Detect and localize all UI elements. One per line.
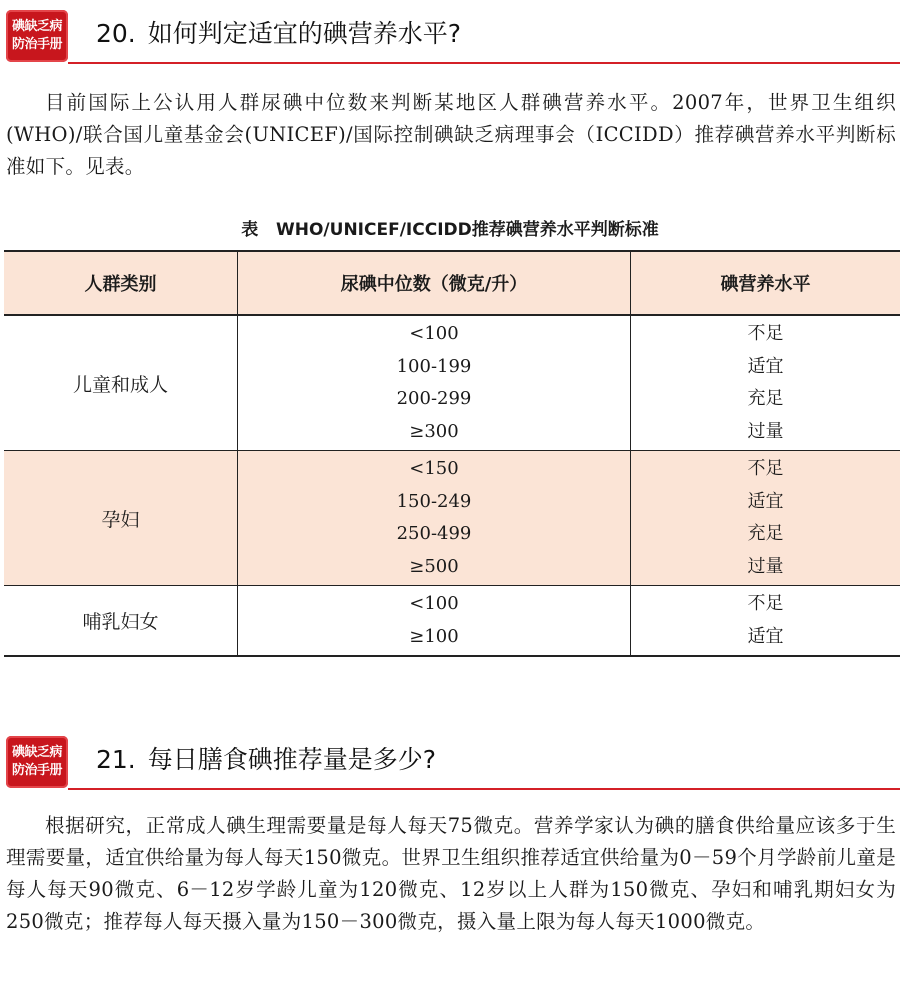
- header-urine-iodine: 尿碘中位数（微克/升）: [238, 251, 631, 315]
- value-item: 150-249: [396, 490, 472, 512]
- stamp-text-line-1: 碘缺乏病: [11, 745, 62, 760]
- level-item: 适宜: [747, 490, 784, 512]
- value-item: 100-199: [396, 355, 472, 377]
- value-item: 250-499: [396, 523, 472, 544]
- levels-cell: [631, 315, 900, 451]
- level-item: 过量: [747, 420, 784, 442]
- stamp-text-line-2: 防治手册: [11, 763, 62, 778]
- group-cell: 哺乳妇女: [4, 586, 238, 657]
- title-underline: [68, 62, 900, 64]
- value-item: ≥500: [409, 555, 459, 577]
- value-item: <150: [409, 458, 459, 479]
- value-item: ≥100: [409, 625, 459, 647]
- question-title: [96, 16, 461, 52]
- title-underline: [68, 788, 900, 790]
- value-item: <100: [409, 323, 459, 344]
- header-group: 人群类别: [4, 251, 238, 315]
- iodine-standard-table: [4, 250, 900, 657]
- section-20-paragraph: 目前国际上公认用人群尿碘中位数来判断某地区人群碘营养水平。2007年，世界卫生组织(WHO)/联合国儿童基金会(UNICEF)/国际控制碘缺乏病理事会（ICCIDD）推荐碘营养水平判断标准如下。见表。: [6, 91, 896, 178]
- level-item: 适宜: [747, 355, 784, 377]
- values-cell: [238, 451, 631, 586]
- group-cell: 孕妇: [4, 451, 238, 586]
- levels-cell: [631, 451, 900, 586]
- section-21-paragraph: 根据研究，正常成人碘生理需要量是每人每天75微克。营养学家认为碘的膳食供给量应该多于生理需要量，适宜供给量为每人每天150微克。世界卫生组织推荐适宜供给量为0－59个月学龄前儿童是每人每天90微克、6－12岁学龄儿童为120微克、12岁以上人群为150微克、孕妇和哺乳期妇女为250微克；推荐每人每天摄入量为150－300微克，摄入量上限为每人每天1000微克。: [6, 814, 896, 933]
- stamp-text-line-2: 防治手册: [11, 37, 62, 52]
- level-item: 不足: [747, 458, 784, 479]
- value-item: 200-299: [396, 388, 472, 409]
- section-21-header: [0, 726, 900, 792]
- level-item: 充足: [747, 388, 784, 409]
- question-text: 如何判定适宜的碘营养水平?: [147, 19, 462, 48]
- section-20-header: [0, 0, 900, 66]
- table-header-row: [4, 251, 900, 315]
- levels-cell: [631, 586, 900, 657]
- stamp-text-line-1: 碘缺乏病: [11, 19, 62, 34]
- value-item: <100: [409, 593, 459, 614]
- question-number: 21.: [96, 745, 136, 774]
- value-item: ≥300: [409, 420, 459, 442]
- question-text: 每日膳食碘推荐量是多少?: [147, 745, 437, 774]
- level-item: 适宜: [747, 625, 784, 647]
- stamp-logo: [6, 736, 68, 788]
- level-item: 充足: [747, 523, 784, 544]
- values-cell: [238, 315, 631, 451]
- group-cell: 儿童和成人: [4, 315, 238, 451]
- header-nutrition-level: 碘营养水平: [631, 251, 900, 315]
- values-cell: [238, 586, 631, 657]
- level-item: 不足: [747, 593, 784, 614]
- stamp-logo: [6, 10, 68, 62]
- table-caption: 表 WHO/UNICEF/ICCIDD推荐碘营养水平判断标准: [241, 220, 659, 240]
- level-item: 过量: [747, 555, 784, 577]
- table-row: [4, 451, 900, 586]
- question-number: 20.: [96, 19, 136, 48]
- level-item: 不足: [747, 323, 784, 344]
- table-row: [4, 315, 900, 451]
- question-title: [96, 742, 436, 778]
- table-row: [4, 586, 900, 657]
